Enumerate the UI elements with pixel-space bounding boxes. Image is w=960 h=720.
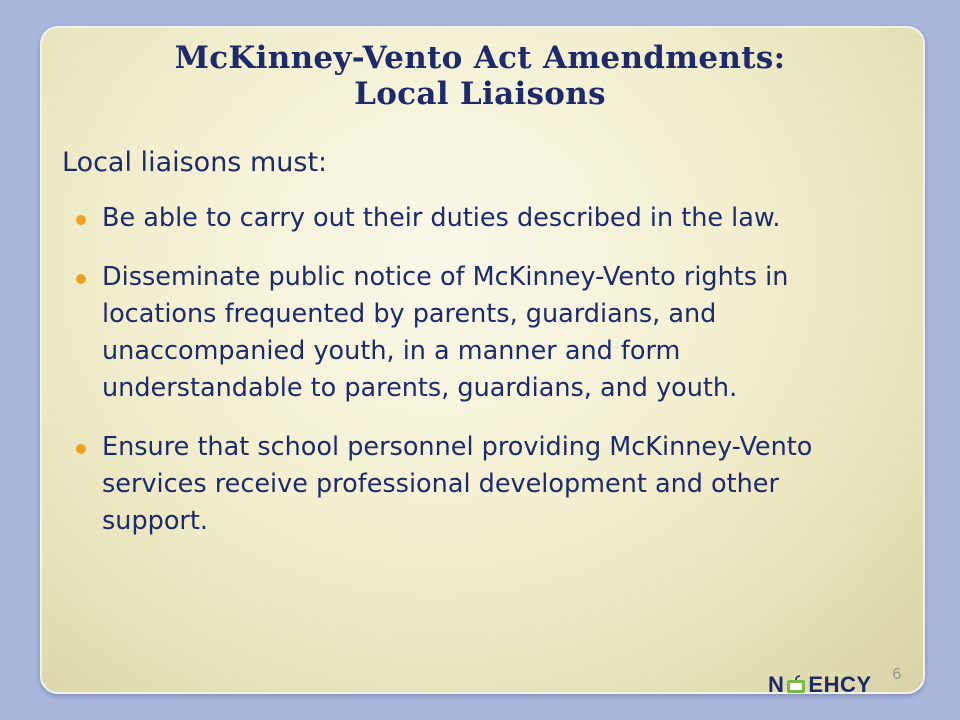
nchey-logo [768,672,872,698]
bullet-list [76,200,876,562]
logo-suffix: EHCY [808,672,872,697]
bullet-dot-icon [76,274,86,284]
title-line-1: McKinney-Vento Act Amendments: [174,40,786,76]
slide-title [0,40,960,112]
bullet-dot-icon [76,215,86,225]
bullet-item [76,259,876,407]
title-line-2: Local Liaisons [354,76,606,112]
bullet-dot-icon [76,444,86,454]
apple-book-icon [785,675,807,695]
bullet-item [76,200,876,237]
logo-prefix: N [768,672,785,697]
bullet-item [76,429,876,540]
bullet-text: Disseminate public notice of McKinney-Vento rights in locations frequented by parents, guardians, and unaccompanied youth, in a manner and form understandable to parents, guardians, and youth. [102,262,789,403]
slide-number: 6 [892,665,902,683]
intro-text: Local liaisons must: [62,147,328,178]
bullet-text: Ensure that school personnel providing McKinney-Vento services receive professional development and other support. [102,432,813,536]
bullet-text: Be able to carry out their duties described in the law. [102,203,781,233]
